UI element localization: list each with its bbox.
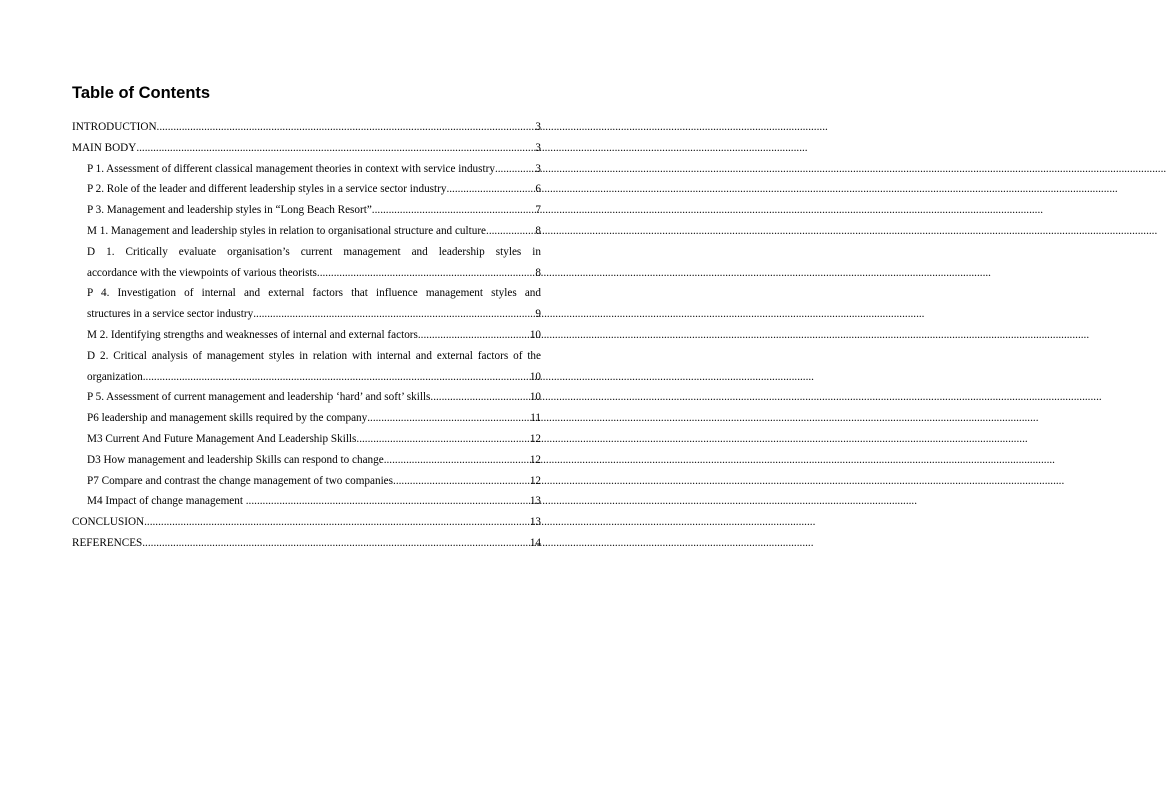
toc-page-number: 9	[535, 308, 541, 321]
dot-leader	[418, 325, 530, 346]
toc-entry-text: P 5. Assessment of current management and leadership ‘hard’ and soft’ skills	[87, 391, 431, 404]
page-title: Table of Contents	[72, 84, 211, 102]
toc-page-number: 8	[535, 266, 541, 279]
toc-entry-text: accordance with the viewpoints of various theorists.	[87, 266, 320, 279]
toc-entry-text-line1: D 1. Critically evaluate organisation’s current management and leadership styles in	[87, 245, 541, 258]
dot-leader	[142, 533, 530, 554]
dot-leader	[356, 429, 529, 450]
toc-entry-text: REFERENCES	[72, 536, 143, 549]
toc-entry-p2[interactable]	[87, 179, 541, 200]
toc-entry-m1[interactable]	[87, 221, 541, 242]
toc-page-number: 10	[529, 328, 541, 341]
toc-entry-text: M 2. Identifying strengths and weaknesses of internal and external factors	[87, 328, 418, 341]
dot-leader	[367, 408, 530, 429]
toc-entry-p7[interactable]	[87, 471, 541, 492]
toc-page-number: 12	[529, 453, 541, 466]
dot-leader	[320, 263, 536, 284]
toc-entry-p3[interactable]	[87, 200, 541, 221]
dot-leader	[144, 512, 530, 533]
toc-entry-text: M 1. Management and leadership styles in relation to organisational structure and culture	[87, 224, 487, 237]
dot-leader	[253, 304, 535, 325]
toc-page-number: 8	[535, 224, 541, 237]
toc-page-number: 6	[535, 183, 541, 196]
toc-entry-main-body[interactable]	[72, 138, 541, 159]
toc-entry-text: M3 Current And Future Management And Leadership Skills	[87, 432, 357, 445]
dot-leader	[372, 200, 536, 221]
toc-page-number: 12	[529, 474, 541, 487]
toc-entry-text: P 3. Management and leadership styles in “Long Beach Resort”	[87, 204, 372, 217]
toc-entry-text: INTRODUCTION	[72, 121, 157, 133]
toc-page-number: 10	[529, 391, 541, 404]
toc-page-number: 7	[535, 204, 541, 217]
toc-entry-text-line1: D 2. Critical analysis of management styles in relation with internal and external factors of the	[87, 349, 541, 362]
toc-entry-p4[interactable]	[87, 283, 541, 325]
toc-entry-d2[interactable]	[87, 346, 541, 388]
dot-leader	[143, 367, 530, 388]
dot-leader	[136, 138, 535, 159]
toc-entry-p6[interactable]	[87, 408, 541, 429]
dot-leader	[486, 221, 535, 242]
toc-page-number: 13	[529, 516, 541, 529]
toc-entry-m2[interactable]	[87, 325, 541, 346]
toc-entry-text: organization	[87, 370, 143, 383]
toc-page-number: 14	[529, 536, 541, 549]
toc-entry-text: P 2. Role of the leader and different leadership styles in a service sector industry	[87, 183, 447, 196]
table-of-contents	[72, 117, 541, 554]
toc-entry-m4[interactable]	[87, 491, 541, 512]
toc-page-number: 3	[535, 121, 541, 133]
toc-entry-introduction[interactable]	[72, 117, 541, 138]
toc-page-number: 13	[529, 495, 541, 508]
dot-leader	[446, 179, 535, 200]
toc-entry-references[interactable]	[72, 533, 541, 554]
toc-entry-text: M4 Impact of change management	[87, 495, 246, 508]
toc-entry-text: P6 leadership and management skills required by the company	[87, 412, 368, 425]
toc-entry-text: CONCLUSION	[72, 516, 145, 529]
dot-leader	[246, 491, 530, 512]
toc-entry-text: structures in a service sector industry	[87, 308, 254, 321]
toc-entry-text: MAIN BODY	[72, 141, 137, 154]
toc-page-number: 12	[529, 432, 541, 445]
toc-entry-d3[interactable]	[87, 450, 541, 471]
toc-entry-text: P7 Compare and contrast the change management of two companies	[87, 474, 394, 487]
toc-entry-p5[interactable]	[87, 387, 541, 408]
dot-leader	[393, 471, 530, 492]
dot-leader	[157, 117, 536, 138]
toc-entry-text-line1: P 4. Investigation of internal and external factors that influence management styles and	[87, 287, 541, 300]
toc-page-number: 3	[535, 162, 541, 175]
toc-page-number: 3	[535, 141, 541, 154]
dot-leader	[430, 387, 529, 408]
toc-entry-p1[interactable]	[87, 159, 541, 180]
toc-entry-text: P 1. Assessment of different classical management theories in context with service industry	[87, 162, 495, 175]
toc-entry-m3[interactable]	[87, 429, 541, 450]
toc-entry-text: D3 How management and leadership Skills can respond to change	[87, 453, 384, 466]
dot-leader	[384, 450, 530, 471]
toc-page-number: 11	[530, 412, 541, 425]
toc-page-number: 10	[529, 370, 541, 383]
toc-entry-conclusion[interactable]	[72, 512, 541, 533]
toc-entry-d1[interactable]	[87, 242, 541, 284]
dot-leader	[495, 159, 535, 180]
